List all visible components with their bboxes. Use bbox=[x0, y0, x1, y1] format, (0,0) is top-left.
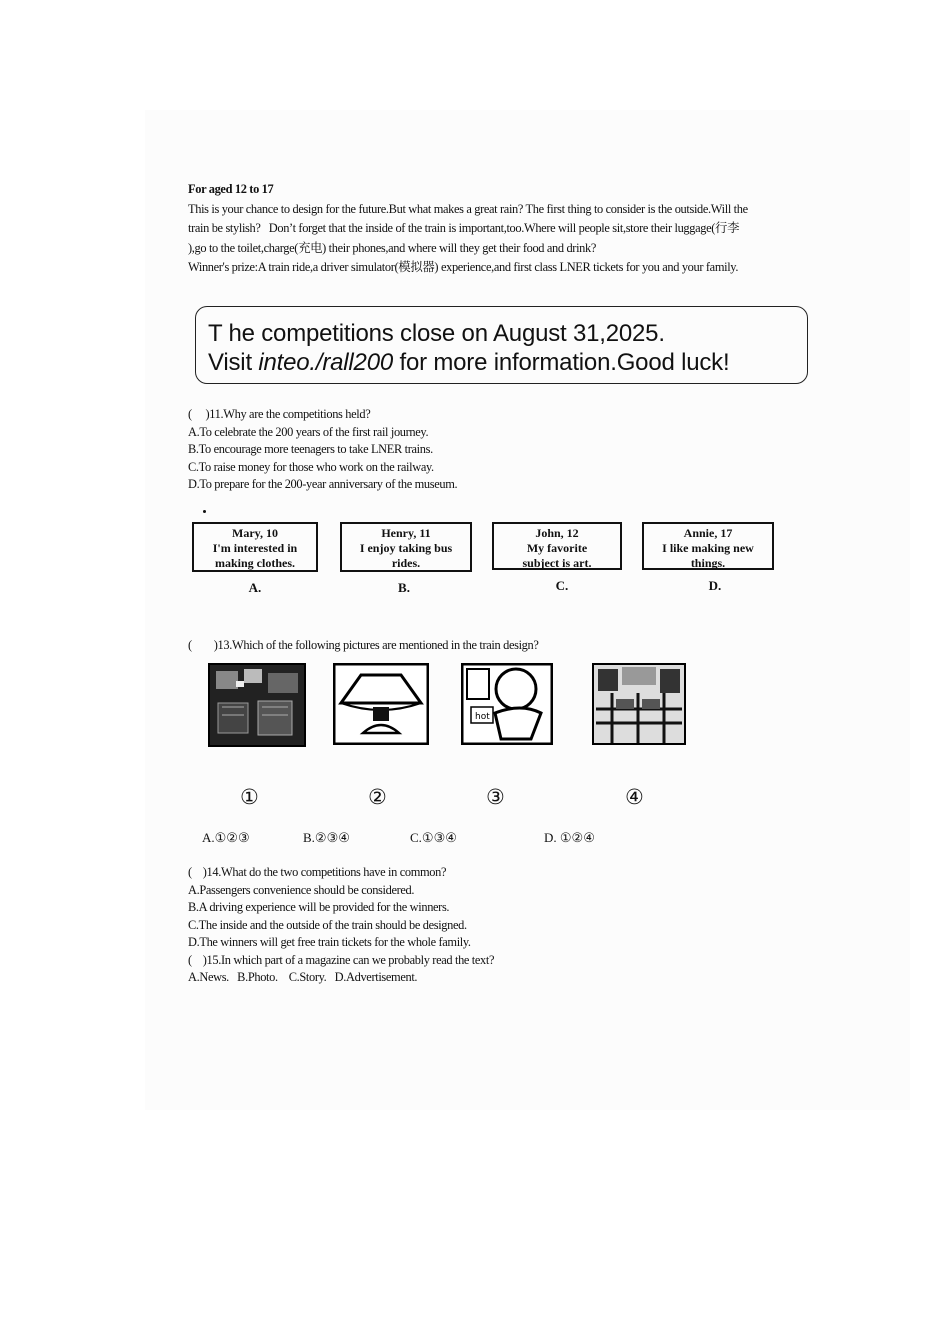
option: A.①②③ bbox=[202, 830, 250, 845]
card-henry: Henry, 11 I enjoy taking bus rides. bbox=[340, 522, 472, 572]
question-13-stem: ( )13.Which of the following pictures are mentioned in the train design? bbox=[188, 638, 539, 652]
card-annie: Annie, 17 I like making new things. bbox=[642, 522, 774, 570]
option: B.②③④ bbox=[303, 830, 350, 845]
option: B.A driving experience will be provided for the winners. bbox=[188, 900, 450, 914]
competition-notice-box bbox=[195, 306, 808, 384]
picture-number: ② bbox=[368, 785, 387, 809]
notice-line-2: Visit inteo./rall200 for more information.Good luck! bbox=[208, 349, 730, 376]
card-john: John, 12 My favorite subject is art. bbox=[492, 522, 622, 570]
option: D. ①②④ bbox=[544, 830, 595, 845]
question-12-cards bbox=[192, 522, 782, 602]
question-stem: ( )14.What do the two competitions have in common? bbox=[188, 865, 447, 879]
intro-passage bbox=[188, 180, 868, 278]
intro-line: train be stylish? Don’t forget that the inside of the train is important,too.Where will people sit,store their luggage(行李 bbox=[188, 221, 740, 235]
question-13-pictures bbox=[208, 663, 698, 749]
option: A.News. B.Photo. C.Story. D.Advertisement. bbox=[188, 970, 418, 984]
svg-text:hot: hot bbox=[475, 712, 490, 722]
card-mary: Mary, 10 I'm interested in making clothes. bbox=[192, 522, 318, 572]
toilet-picture bbox=[461, 663, 553, 745]
option: D.The winners will get free train tickets for the whole family. bbox=[188, 935, 471, 949]
option: D.To prepare for the 200-year anniversary of the museum. bbox=[188, 477, 458, 491]
option: B.To encourage more teenagers to take LNER trains. bbox=[188, 442, 433, 456]
option: C.The inside and the outside of the train should be designed. bbox=[188, 917, 467, 932]
winner-prize: Winner's prize:A train ride,a driver simulator(模拟器) experience,and first class LNER tickets for you and your family. bbox=[188, 260, 739, 274]
notice-url: inteo./rall200 bbox=[258, 349, 394, 376]
dining-carriage-picture bbox=[592, 663, 686, 745]
lamp-picture bbox=[333, 663, 429, 745]
intro-line: ),go to the toilet,charge(充电) their phones,and where will they get their food and drink? bbox=[188, 240, 597, 255]
card-letter: A. bbox=[248, 580, 262, 595]
question-14 bbox=[188, 864, 494, 987]
card-letter: B. bbox=[398, 580, 410, 595]
card-letter: D. bbox=[708, 578, 722, 593]
stray-dot bbox=[203, 510, 206, 513]
question-stem: ( )15.In which part of a magazine can we probably read the text? bbox=[188, 952, 495, 967]
option: C.①③④ bbox=[410, 830, 457, 845]
notice-line-1: T he competitions close on August 31,2025. bbox=[208, 320, 665, 347]
intro-heading: For aged 12 to 17 bbox=[188, 182, 274, 196]
option: A.Passengers convenience should be considered. bbox=[188, 882, 415, 897]
question-11 bbox=[188, 406, 457, 494]
picture-number: ③ bbox=[486, 785, 505, 809]
option: C.To raise money for those who work on the railway. bbox=[188, 459, 434, 474]
intro-line: This is your chance to design for the future.But what makes a great rain? The first thing to consider is the outside.Will the bbox=[188, 201, 748, 216]
picture-number: ① bbox=[240, 785, 259, 809]
picture-number: ④ bbox=[625, 785, 644, 809]
option: A.To celebrate the 200 years of the first rail journey. bbox=[188, 424, 429, 439]
seats-picture bbox=[208, 663, 306, 747]
card-letter: C. bbox=[555, 578, 569, 593]
question-stem: ( )11.Why are the competitions held? bbox=[188, 407, 371, 421]
